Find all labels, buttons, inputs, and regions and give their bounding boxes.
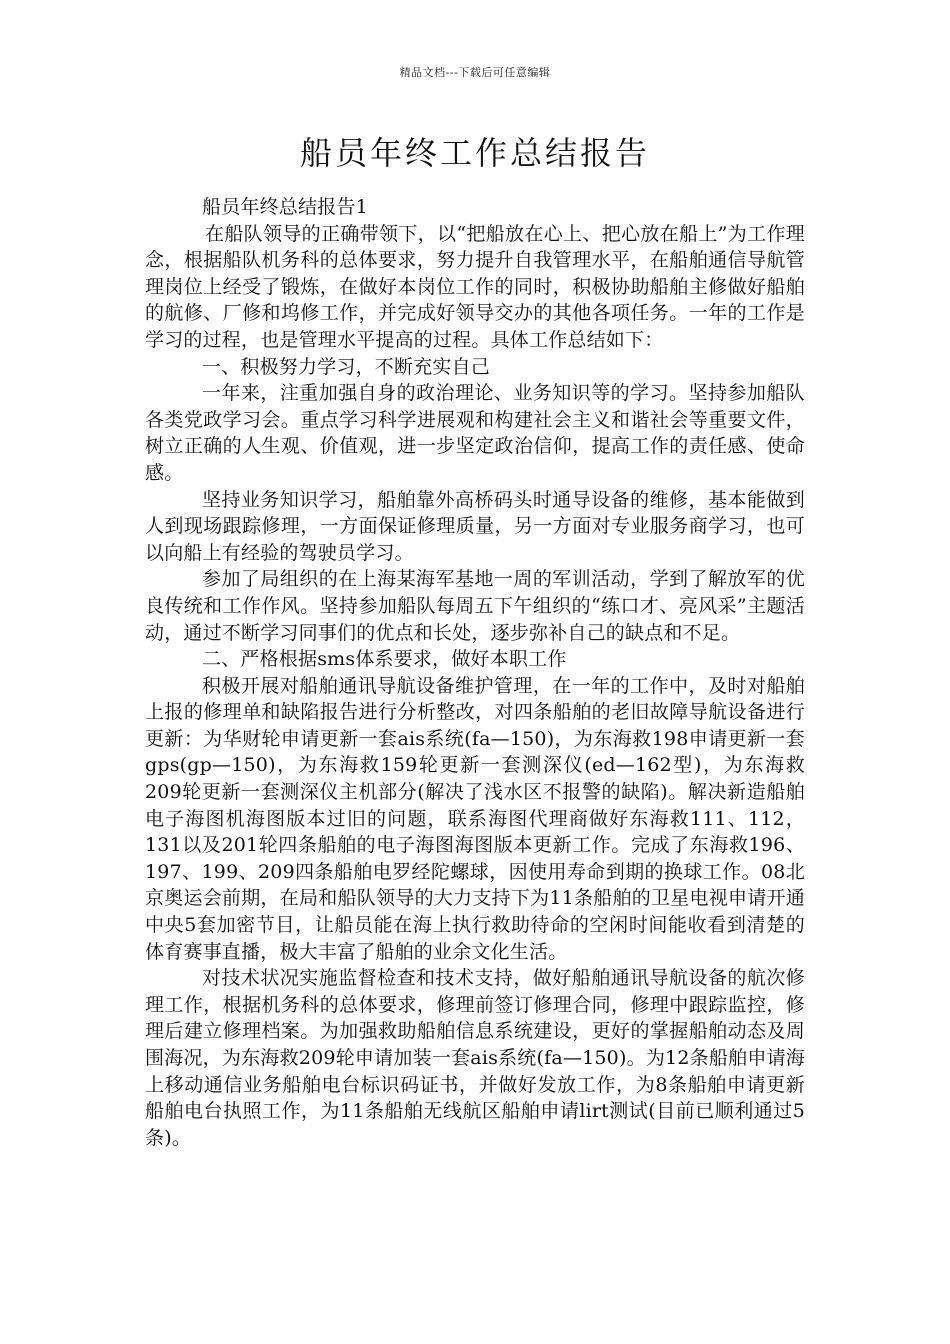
section-heading-2: 二、严格根据sms体系要求，做好本职工作 xyxy=(202,648,567,671)
paragraph-study: 一年来，注重加强自身的政治理论、业务知识等的学习。坚持参加船队各类党政学习会。重点学习科学进展观和构建社会主义和谐社会等重要文件，树立正确的人生观、价值观，进一步坚定政治信仰，提高工作的责任感、使命感。 xyxy=(145,382,805,484)
paragraph-military-training: 参加了局组织的在上海某海军基地一周的军训活动，学到了解放军的优良传统和工作作风。坚持参加船队每周五下午组织的“练口才、亮风采”主题活动，通过不断学习同事们的优点和长处，逐步弥补自己的缺点和不足。 xyxy=(145,568,805,644)
header-note: 精品文档---下载后可任意编辑 xyxy=(399,66,551,79)
paragraph-technical-support: 对技术状况实施监督检查和技术支持，做好船舶通讯导航设备的航次修理工作，根据机务科的总体要求，修理前签订修理合同，修理中跟踪监控，修理后建立修理档案。为加强救助船舶信息系统建设，更好的掌握船舶动态及周围海况，为东海救209轮申请加装一套ais系统(fa—150)。为12条船舶申请海上移动通信业务船舶电台标识码证书，并做好发放工作，为8条船舶申请更新船舶电台执照工作，为11条船舶无线航区船舶申请lirt测试(目前已顺利通过5条)。 xyxy=(145,967,805,1149)
section-heading-1: 一、积极努力学习，不断充实自己 xyxy=(202,355,491,378)
document-title: 船员年终工作总结报告 xyxy=(299,134,650,172)
paragraph-intro: 在船队领导的正确带领下，以“把船放在心上、把心放在船上”为工作理念，根据船队机务科的总体要求，努力提升自我管理水平，在船舶通信导航管理岗位上经受了锻炼，在做好本岗位工作的同时，积极协助船舶主修做好船舶的航修、厂修和坞修工作，并完成好领导交办的其他各项任务。一年的工作是学习的过程，也是管理水平提高的过程。具体工作总结如下： xyxy=(145,222,805,351)
document-body xyxy=(145,194,805,1151)
paragraph-business-study: 坚持业务知识学习，船舶靠外高桥码头时通导设备的维修，基本能做到人到现场跟踪修理，一方面保证修理质量，另一方面对专业服务商学习，也可以向船上有经验的驾驶员学习。 xyxy=(145,488,805,564)
paragraph-equipment-maintenance: 积极开展对船舶通讯导航设备维护管理，在一年的工作中，及时对船舶上报的修理单和缺陷报告进行分析整改，对四条船舶的老旧故障导航设备进行更新：为华财轮申请更新一套ais系统(fa—150)，为东海救198申请更新一套gps(gp—150)，为东海救159轮更新一套测深仪(ed—162型)，为东海救209轮更新一套测深仪主机部分(解决了浅水区不报警的缺陷)。解决新造船舶电子海图机海图版本过旧的问题，联系海图代理商做好东海救111、112，131以及201轮四条船舶的电子海图海图版本更新工作。完成了东海救196、197、199、209四条船舶电罗经陀螺球，因使用寿命到期的换球工作。08北京奥运会前期，在局和船队领导的大力支持下为11条船舶的卫星电视申请开通中央5套加密节目，让船员能在海上执行救助待命的空闲时间能收看到清楚的体育赛事直播，极大丰富了船舶的业余文化生活。 xyxy=(145,674,805,963)
report-subtitle: 船员年终总结报告1 xyxy=(202,196,368,218)
